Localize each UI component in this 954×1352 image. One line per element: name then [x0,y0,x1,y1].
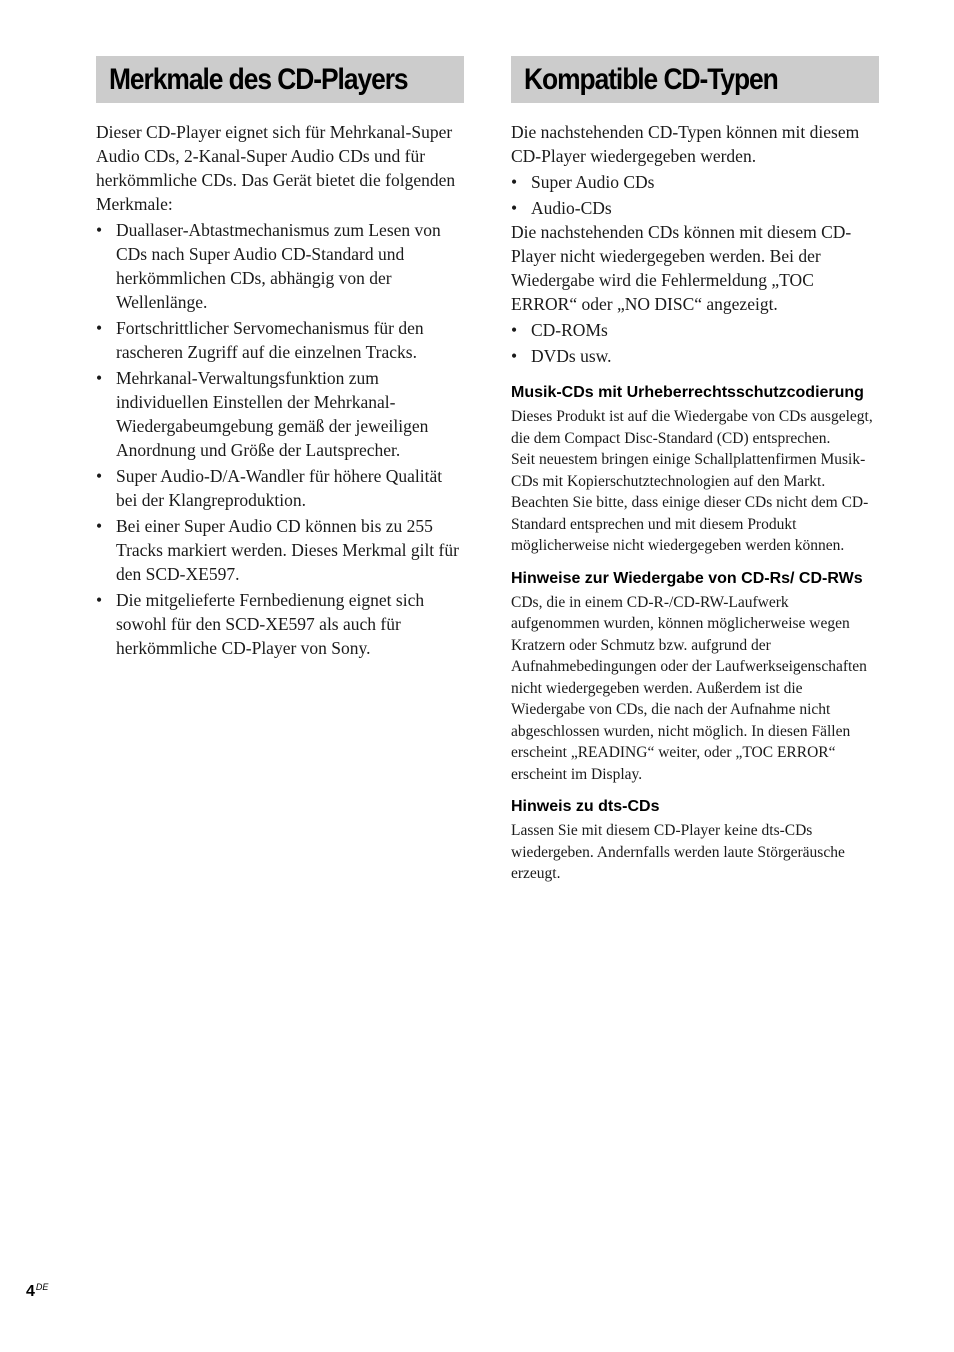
list-item-text: Super Audio-D/A-Wandler für höhere Qualität bei der Klangreproduktion. [116,466,443,510]
page-number [26,1282,48,1301]
not-compatible-intro: Die nachstehenden CDs können mit diesem CD-Player nicht wiedergegeben werden. Bei der Wiedergabe wird die Fehlermeldung „TOC ERROR“ oder „NO DISC“ angezeigt. [511,222,852,314]
list-item [96,588,464,660]
list-item-text: DVDs usw. [531,346,612,366]
left-column [96,56,464,660]
music-cd-paragraph-2: Seit neuestem bringen einige Schallplattenfirmen Musik-CDs mit Kopierschutztechnologien auf den Markt. Beachten Sie bitte, dass einige dieser CDs nicht dem CD-Standard entsprechen und mit diesem Produkt möglicherweise nicht wiedergegeben werden können. [511,451,869,554]
cdr-paragraph: CDs, die in einem CD-R-/CD-RW-Laufwerk aufgenommen wurden, können möglicherweise wegen Kratzern oder Schmutz bzw. aufgrund der Aufnahmebedingungen oder der Laufwerkseigenschaften nicht wiedergegeben werden. Außerdem ist die Wiedergabe von CDs, die nach der Aufnahme nicht abgeschlossen wurden, nicht möglich. In diesen Fällen erscheint „READING“ weiter, oder „TOC ERROR“ erscheint im Display. [511,593,867,783]
list-item-text: Mehrkanal-Verwaltungsfunktion zum individuellen Einstellen der Mehrkanal-Wiedergabeumgebung gemäß der jeweiligen Anordnung und Größe der Lautsprecher. [116,368,429,460]
not-compatible-list [511,318,879,368]
dts-heading: Hinweis zu dts-CDs [511,798,660,815]
section-title-features-text: Merkmale des CD-Players [109,63,408,96]
bullet-icon: • [96,220,103,240]
list-item [96,218,464,314]
list-item-text: Audio-CDs [531,198,612,218]
features-intro: Dieser CD-Player eignet sich für Mehrkanal-Super Audio CDs, 2-Kanal-Super Audio CDs und für herkömmliche CDs. Das Gerät bietet die folgenden Merkmale: [96,122,456,214]
list-item-text: Super Audio CDs [531,172,655,192]
right-column [511,56,879,885]
features-list [96,218,464,660]
bullet-icon: • [96,516,103,536]
page-language-code: DE [35,1282,49,1292]
page-number-value: 4 [26,1283,35,1300]
bullet-icon: • [96,590,103,610]
bullet-icon: • [96,368,103,388]
list-item [511,318,879,342]
list-item-text: Die mitgelieferte Fernbedienung eignet sich sowohl für den SCD-XE597 als auch für herkömmliche CD-Player von Sony. [116,590,425,658]
list-item [511,344,879,368]
list-item [96,366,464,462]
bullet-icon: • [511,320,518,340]
list-item-text: Bei einer Super Audio CD können bis zu 255 Tracks markiert werden. Dieses Merkmal gilt für den SCD-XE597. [116,516,459,584]
list-item-text: Duallaser-Abtastmechanismus zum Lesen von CDs nach Super Audio CD-Standard und herkömmlichen CDs, abhängig von der Wellenlänge. [116,220,441,312]
list-item [511,196,879,220]
section-title-compatible [511,56,879,103]
bullet-icon: • [96,318,103,338]
cdr-heading: Hinweise zur Wiedergabe von CD-Rs/ CD-RWs [511,569,863,587]
list-item [96,316,464,364]
bullet-icon: • [96,466,103,486]
dts-paragraph: Lassen Sie mit diesem CD-Player keine dts-CDs wiedergeben. Andernfalls werden laute Störgeräusche erzeugt. [511,822,845,882]
bullet-icon: • [511,346,518,366]
list-item [96,464,464,512]
music-cd-heading: Musik-CDs mit Urheberrechtsschutzcodierung [511,384,864,401]
section-title-features [96,56,464,103]
bullet-icon: • [511,172,518,192]
list-item-text: Fortschrittlicher Servomechanismus für den rascheren Zugriff auf die einzelnen Tracks. [116,318,424,362]
list-item [511,170,879,194]
list-item [96,514,464,586]
compatible-intro: Die nachstehenden CD-Typen können mit diesem CD-Player wiedergegeben werden. [511,122,860,166]
list-item-text: CD-ROMs [531,320,608,340]
bullet-icon: • [511,198,518,218]
compatible-list [511,170,879,220]
section-title-compatible-text: Kompatible CD-Typen [524,63,778,96]
music-cd-paragraph-1: Dieses Produkt ist auf die Wiedergabe von CDs ausgelegt, die dem Compact Disc-Standard (CD) entsprechen. [511,408,873,447]
